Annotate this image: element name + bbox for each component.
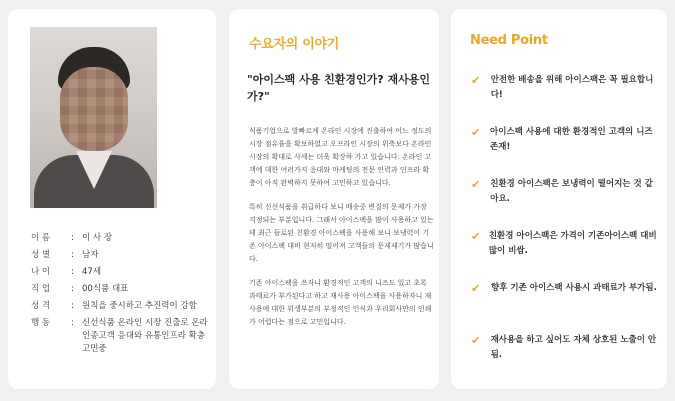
need-item [471, 281, 661, 333]
need-text: 향후 기존 아이스팩 사용시 과태료가 부가됨. [491, 283, 657, 293]
profile-info [31, 230, 211, 356]
info-row-gender [31, 247, 211, 264]
profile-photo [30, 27, 157, 208]
info-label: 성 격 [31, 301, 51, 311]
need-list [471, 73, 661, 385]
story-quote: "아이스팩 사용 친환경인가? 재사용인가?" [247, 73, 430, 103]
info-label: 성 별 [31, 250, 51, 260]
story-body [249, 125, 435, 340]
need-item [471, 125, 661, 177]
info-colon: : [71, 267, 74, 277]
info-value: 원칙을 중시하고 추진력이 강함 [82, 301, 197, 311]
info-row-personality [31, 298, 211, 315]
info-value: 신선식품 온라인 시장 진출로 온라인종고객 응대와 유통인프라 확충 고민중 [82, 318, 208, 354]
info-colon: : [71, 284, 74, 294]
need-card [451, 9, 667, 389]
need-item [471, 333, 661, 385]
info-value: 00식품 대표 [82, 284, 129, 294]
story-heading: 수요자의 이야기 [249, 37, 340, 52]
check-icon: ✔ [471, 126, 481, 139]
info-value: 47세 [82, 267, 102, 277]
check-icon: ✔ [471, 334, 481, 347]
info-row-behavior [31, 315, 211, 356]
info-label: 나 이 [31, 267, 51, 277]
need-item [471, 177, 661, 229]
need-item [471, 73, 661, 125]
info-colon: : [71, 250, 74, 260]
info-row-job [31, 281, 211, 298]
info-value: 이 사 장 [82, 233, 113, 243]
check-icon: ✔ [471, 178, 481, 191]
story-card [229, 9, 439, 389]
info-label: 직 업 [31, 284, 51, 294]
info-colon: : [71, 233, 74, 243]
info-label: 행 동 [31, 318, 51, 328]
need-text: 친환경 아이스팩은 보냉력이 떨어지는 것 같아요. [490, 179, 653, 204]
info-row-age [31, 264, 211, 281]
info-label: 이 름 [31, 233, 51, 243]
check-icon: ✔ [471, 282, 481, 295]
profile-card [8, 9, 216, 389]
info-value: 남자 [82, 250, 99, 260]
need-heading: Need Point [470, 33, 548, 48]
need-item [471, 229, 661, 281]
need-text: 재사용을 하고 싶어도 자체 상호된 노출이 안됨. [490, 335, 657, 360]
need-text: 아이스팩 사용에 대한 환경적인 고객의 니즈 존재! [490, 127, 653, 152]
info-colon: : [71, 301, 74, 311]
info-row-name [31, 230, 211, 247]
photo-face-blurred [60, 67, 128, 151]
check-icon: ✔ [471, 230, 481, 243]
story-paragraph: 식품기업으로 발빠르게 온라인 시장에 진출하여 어느 정도의 시장 점유율을 확보하였고 오프라인 시장의 위축보다 온라인 시장의 확대로 사세는 더욱 확장하 가고 있습니다. 온라인 고객에 대한 여러가지 응대와 마케팅의 전문 인력과 인프라 확충이 아직 완벽하지 못하여 고민하고 있습니다. [249, 127, 432, 187]
story-paragraph: 특히 신선식품을 취급하다 보니 배송중 변질의 문제가 가장 걱정되는 부분입니다. 그래서 아이스팩을 많이 사용하고 있는데 최근 들로된 친환경 아이스팩을 사용해 보니 보냉력이 기존 아이스팩 대비 현저히 떨어져 고객들의 문제제기가 많습니다. [249, 203, 434, 263]
need-text: 안전한 배송을 위해 아이스팩은 꼭 필요합니다! [490, 75, 654, 100]
story-paragraph: 기존 아이스팩을 쓰자니 환경적인 고객의 니즈도 있고 초록 과태료가 부가된다고 하고 재사용 아이스팩을 사용하자니 재사용에 대한 위생부분의 부정적인 인식과 우리회사만의 인쇄가 어렵다는 점으로 고민입니다. [249, 279, 432, 326]
need-text: 친환경 아이스팩은 가격이 기존아이스팩 대비 많이 비쌈. [488, 231, 657, 256]
check-icon: ✔ [471, 74, 481, 87]
info-colon: : [71, 318, 74, 328]
